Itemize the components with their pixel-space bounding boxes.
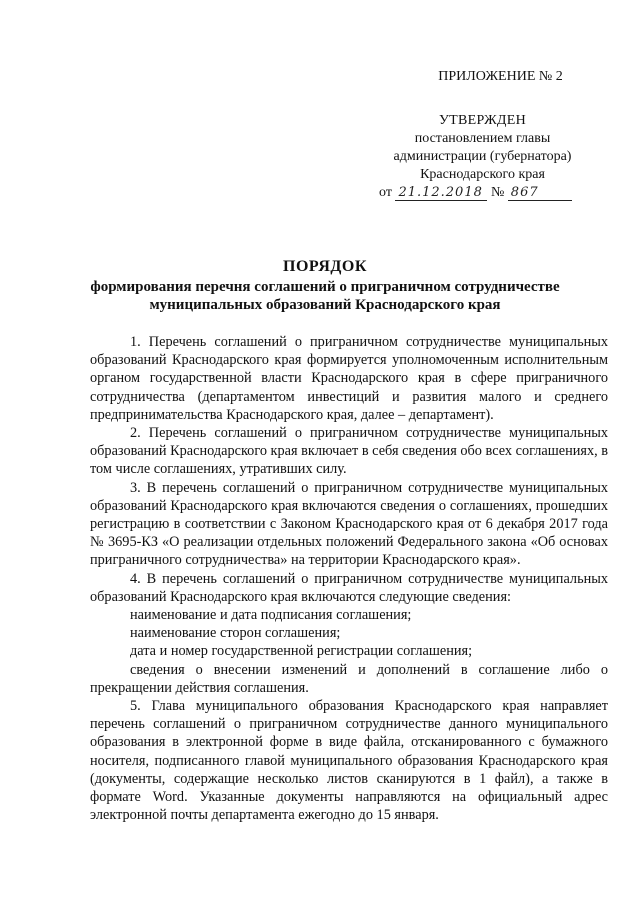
paragraph-5: 5. Глава муниципального образования Краснодарского края направляет перечень соглашений о приграничном сотрудничестве данного муниципального образования в электронной форме в виде файла, отсканированного с бумажного носителя, подписанного главой муниципального образования Краснодарского края (документы, содержащие несколько листов сканируются в 1 файл), а также в формате Word. Указанные документы направляются на официальный адрес электронной почты департамента ежегодно до 15 января. [90, 698, 608, 824]
document-body [90, 333, 608, 824]
paragraph-3: 3. В перечень соглашений о приграничном сотрудничестве муниципальных образований Краснодарского края включаются сведения о соглашениях, прошедших регистрацию в соответствии с Законом Краснодарского края от 6 декабря 2017 года № 3695-КЗ «О реализации отдельных положений Федерального закона «Об основах приграничного сотрудничества» на территории Краснодарского края». [90, 479, 608, 569]
approval-line-3: Краснодарского края [420, 167, 545, 182]
paragraph-4-item-3: дата и номер государственной регистрации соглашения; [130, 643, 473, 660]
title-subtitle-2: муниципальных образований Краснодарского края [149, 297, 501, 313]
approval-block [375, 68, 590, 202]
paragraph-4-item-4: сведения о внесении изменений и дополнений в соглашение либо о прекращении действия соглашения. [90, 661, 608, 696]
paragraph-4-item-1: наименование и дата подписания соглашения; [130, 607, 412, 624]
handwritten-date: 21.12.2018 [395, 186, 487, 201]
approved-label: УТВЕРЖДЕН [438, 113, 527, 128]
title-subtitle-1: формирования перечня соглашений о приграничном сотрудничестве [90, 279, 560, 295]
handwritten-number: 867 [508, 186, 572, 201]
paragraph-2: 2. Перечень соглашений о приграничном сотрудничестве муниципальных образований Краснодарского края включает в себя сведения обо всех соглашениях, в том числе соглашениях, утративших силу. [90, 425, 608, 478]
number-label: № [490, 185, 505, 200]
paragraph-1: 1. Перечень соглашений о приграничном сотрудничестве муниципальных образований Краснодарского края формируется уполномоченным исполнительным органом государственной власти Краснодарского края в сфере приграничного сотрудничества (департаментом инвестиций и развития малого и среднего предпринимательства Краснодарского края, далее – департамент). [90, 334, 608, 423]
paragraph-4-item-2: наименование сторон соглашения; [130, 625, 341, 642]
approval-line-1: постановлением главы [414, 131, 551, 146]
approval-signature-line [379, 184, 590, 202]
document-title [90, 258, 560, 314]
from-label: от [379, 185, 392, 200]
title-heading: ПОРЯДОК [283, 258, 367, 275]
paragraph-4: 4. В перечень соглашений о приграничном сотрудничестве муниципальных образований Краснодарского края включаются следующие сведения: [90, 570, 608, 605]
approval-line-2: администрации (губернатора) [393, 149, 572, 164]
appendix-label: ПРИЛОЖЕНИЕ № 2 [438, 69, 563, 84]
